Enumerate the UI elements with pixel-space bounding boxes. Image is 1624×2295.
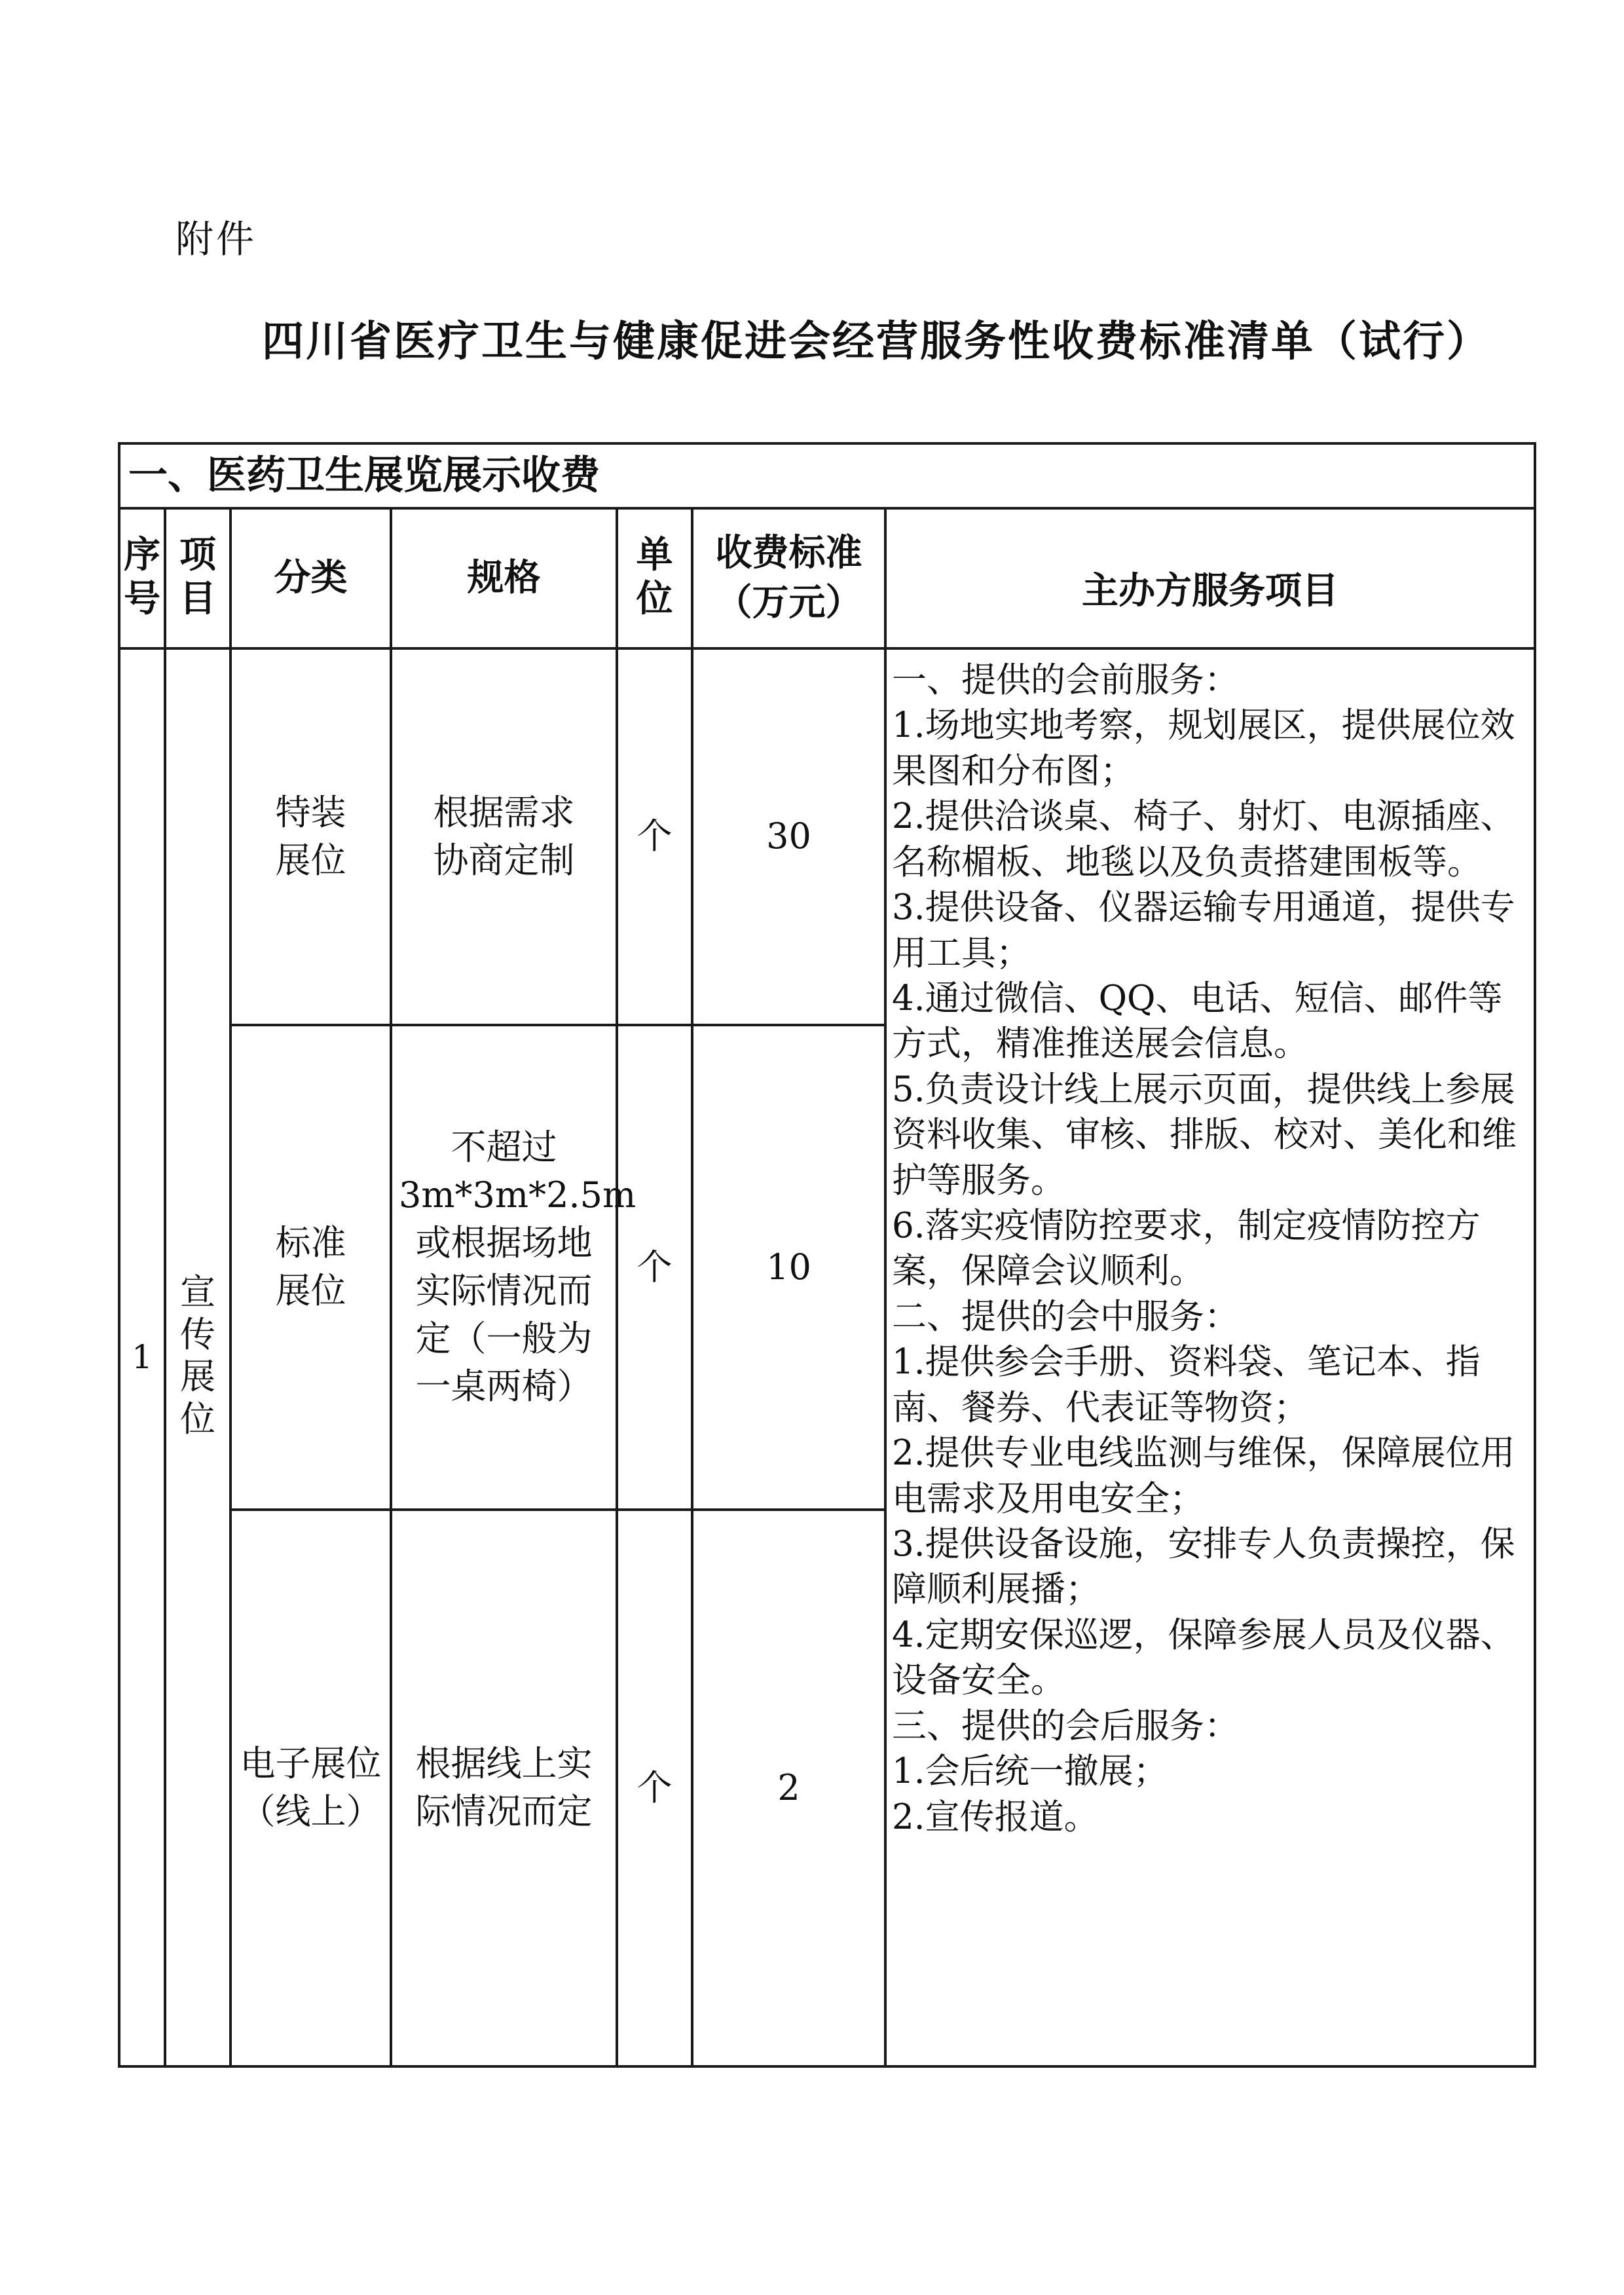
subrow-unit: 个 (617, 648, 692, 1025)
list-item: 1.场地实地考察，规划展区，提供展位效果图和分布图； (892, 705, 1515, 791)
header-seq: 序号 (119, 508, 165, 648)
list-item: 3.提供设备、仪器运输专用通道，提供专用工具； (892, 887, 1515, 973)
list-item: 1.提供参会手册、资料袋、笔记本、指南、餐券、代表证等物资； (892, 1342, 1481, 1428)
list-item: 2.提供专业电线监测与维保，保障展位用电需求及用电安全； (892, 1433, 1515, 1519)
list-item: 1.会后统一撤展； (892, 1751, 1168, 1792)
subrow-category: 标准展位 (231, 1025, 391, 1510)
list-item: 2.宣传报道。 (892, 1797, 1099, 1837)
subrow-spec: 不超过3m*3m*2.5m或根据场地实际情况而定（一般为一桌两椅） (391, 1025, 617, 1510)
list-item: 6.落实疫情防控要求，制定疫情防控方案，保障会议顺利。 (892, 1206, 1481, 1292)
list-item: 4.通过微信、QQ、电话、短信、邮件等方式，精准推送展会信息。 (892, 978, 1503, 1064)
services-list (885, 648, 1535, 2066)
subrow-unit: 个 (617, 1025, 692, 1510)
header-category: 分类 (231, 508, 391, 648)
row-item: 宣传展位 (165, 648, 231, 2066)
list-item: 4.定期安保巡逻，保障参展人员及仪器、设备安全。 (892, 1614, 1515, 1701)
header-fee: 收费标准（万元） (692, 508, 885, 648)
list-item: 5.负责设计线上展示页面，提供线上参展资料收集、审核、排版、校对、美化和维护等服务。 (892, 1069, 1517, 1201)
section-title: 一、医药卫生展览展示收费 (119, 443, 1535, 508)
list-item: 2.提供洽谈桌、椅子、射灯、电源插座、名称楣板、地毯以及负责搭建围板等。 (892, 796, 1515, 882)
row-seq: 1 (119, 648, 165, 2066)
subrow-fee: 2 (692, 1510, 885, 2066)
subrow-spec: 根据需求协商定制 (391, 648, 617, 1025)
attachment-label: 附件 (175, 217, 257, 261)
header-item: 项目 (165, 508, 231, 648)
list-item: 一、提供的会前服务： (892, 660, 1239, 700)
subrow-unit: 个 (617, 1510, 692, 2066)
subrow-fee: 10 (692, 1025, 885, 1510)
header-unit: 单位 (617, 508, 692, 648)
subrow-fee: 30 (692, 648, 885, 1025)
header-row (119, 508, 1535, 648)
subrow-category: 特装展位 (231, 648, 391, 1025)
list-item: 二、提供的会中服务： (892, 1296, 1239, 1337)
section-row (119, 443, 1535, 508)
table-row (119, 648, 1535, 1025)
subrow-category: 电子展位（线上） (231, 1510, 391, 2066)
list-item: 3.提供设备设施，安排专人负责操控，保障顺利展播； (892, 1524, 1515, 1610)
subrow-spec: 根据线上实际情况而定 (391, 1510, 617, 2066)
fee-standard-table (118, 442, 1536, 2068)
header-services: 主办方服务项目 (885, 508, 1535, 648)
list-item: 三、提供的会后服务： (892, 1706, 1239, 1746)
header-spec: 规格 (391, 508, 617, 648)
document-title: 四川省医疗卫生与健康促进会经营服务性收费标准清单（试行） (262, 318, 1490, 366)
